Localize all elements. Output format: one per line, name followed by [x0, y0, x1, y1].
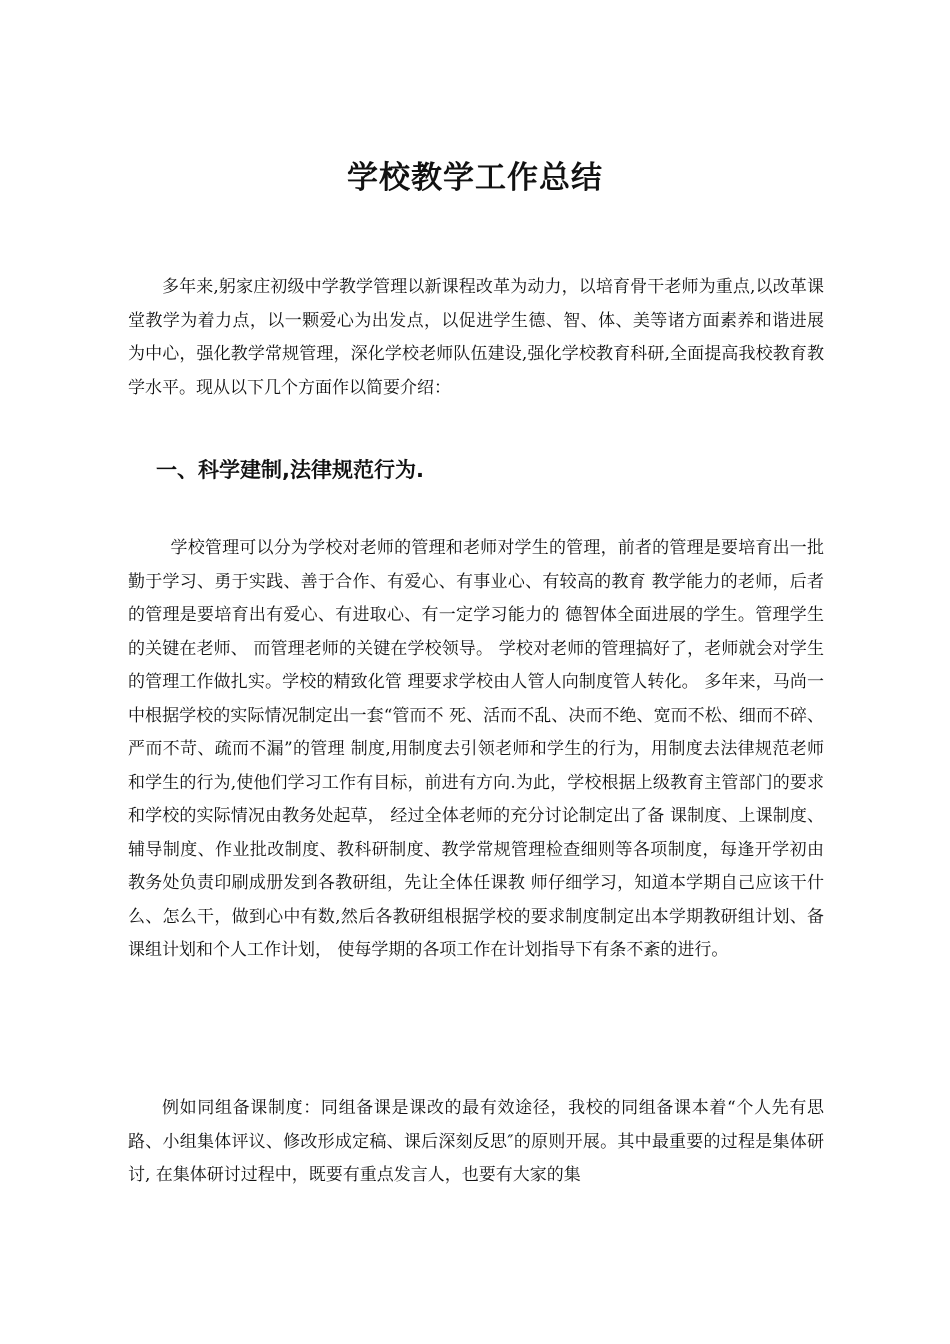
- document-title: 学校教学工作总结: [347, 160, 603, 196]
- section-paragraph-1: 学校管理可以分为学校对老师的管理和老师对学生的管理，前者的管理是要培育出一批勤于学习、勇于实践、善于合作、有爱心、有事业心、有较高的教育 教学能力的老师，后者的管理是要培育出有爱心、有进取心、有一定学习能力的 德智体全面进展的学生。管理学生的关键在老师、 而管理老师的关键在学校领导。 学校对老师的管理搞好了，老师就会对学生的管理工作做扎实。学校的精致化管 理要求学校由人管人向制度管人转化。 多年来，马尚一中根据学校的实际情况制定出一套“管而不 死、活而不乱、决而不绝、宽而不松、细而不碎、严而不苛、疏而不漏”的管理 制度,用制度去引领老师和学生的行为，用制度去法律规范老师和学生的行为,使他们学习工作有目标，前进有方向.为此，学校根据上级教育主管部门的要求和学校的实际情况由教务处起草， 经过全体老师的充分讨论制定出了备 课制度、上课制度、辅导制度、作业批改制度、教科研制度、教学常规管理检查细则等各项制度，每逢开学初由教务处负责印刷成册发到各教研组，先让全体任课教 师仔细学习，知道本学期自己应该干什么、怎么干，做到心中有数,然后各教研组根据学校的要求制度制定出本学期教研组计划、备课组计划和个人工作计划， 使每学期的各项工作在计划指导下有条不紊的进行。: [128, 538, 824, 960]
- section-paragraph-2: 例如同组备课制度：同组备课是课改的最有效途径，我校的同组备课本着“个人先有思路、小组集体评议、修改形成定稿、课后深刻反思″的原则开展。其中最重要的过程是集体研讨, 在集体研讨过程中，既要有重点发言人，也要有大家的集: [128, 1098, 824, 1185]
- intro-paragraph: 多年来,躬家庄初级中学教学管理以新课程改革为动力，以培育骨干老师为重点,以改革课堂教学为着力点，以一颗爱心为出发点，以促进学生德、智、体、美等诸方面素养和谐进展为中心，强化教学常规管理，深化学校老师队伍建设,强化学校教育科研,全面提高我校教育教学水平。现从以下几个方面作以简要介绍：: [128, 277, 824, 398]
- section-heading: 一、科学建制,法律规范行为.: [156, 458, 424, 482]
